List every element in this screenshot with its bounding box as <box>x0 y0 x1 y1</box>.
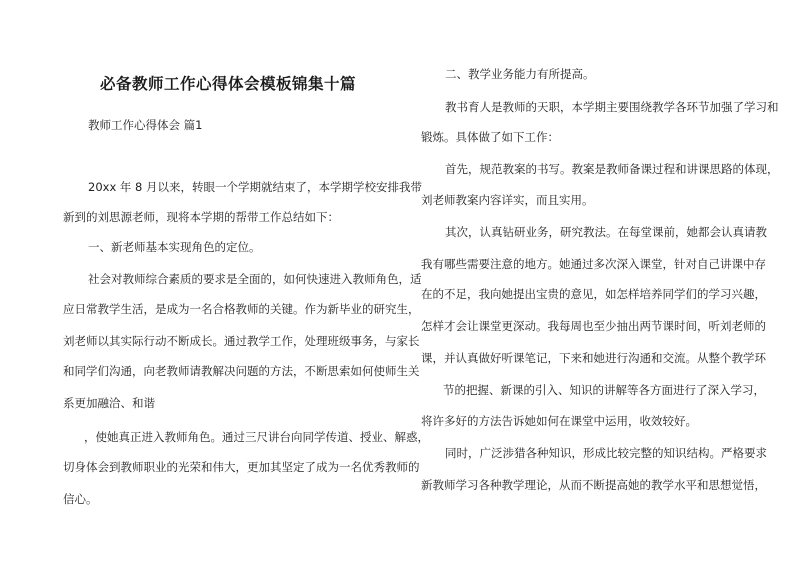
right-section-heading: 二、教学业务能力有所提高。 <box>445 67 595 81</box>
document-title: 必备教师工作心得体会模板锦集十篇 <box>100 74 357 93</box>
left-paragraph-line: 和同学们沟通，向老教师请教解决问题的方法，不断思索如何使师生关 <box>63 364 420 378</box>
right-paragraph-line: 新教师学习各种教学理论，从而不断提高她的教学水平和思想觉悟， <box>421 478 766 492</box>
left-paragraph-line: 切身体会到教师职业的光荣和伟大，更加其坚定了成为一名优秀教师的 <box>63 460 420 474</box>
right-paragraph-line: 节的把握、新课的引入、知识的讲解等各方面进行了深入学习， <box>443 383 765 397</box>
right-paragraph-line: 同时，广泛涉猎各种知识，形成比较完整的知识结构。严格要求 <box>445 446 767 460</box>
right-paragraph-line: 首先，规范教案的书写。教案是教师备课过程和讲课思路的体现， <box>445 162 779 176</box>
left-paragraph-line: 20xx 年 8 月以来，转眼一个学期就结束了，本学期学校安排我带 <box>88 180 423 194</box>
right-paragraph-line: 怎样才会让课堂更深动。我每周也至少抽出两节课时间，听刘老师的 <box>421 319 766 333</box>
right-paragraph-line: 课，并认真做好听课笔记，下来和她进行沟通和交流。从整个教学环 <box>421 351 766 365</box>
left-paragraph-line: ，使她真正进入教师角色。通过三尺讲台向同学传道、授业、解惑， <box>84 430 429 444</box>
right-paragraph-line: 锻炼。具体做了如下工作： <box>421 130 559 144</box>
right-paragraph-line: 教书育人是教师的天职，本学期主要围绕教学各环节加强了学习和 <box>445 100 779 114</box>
left-paragraph-line: 应日常教学生活，是成为一名合格教师的关键。作为新毕业的研究生， <box>63 302 420 316</box>
right-paragraph-line: 其次，认真钻研业务，研究教法。在每堂课前，她都会认真请教 <box>445 225 767 239</box>
left-paragraph-line: 信心。 <box>63 492 98 506</box>
left-paragraph-line: 系更加融洽、和谐 <box>63 396 155 410</box>
left-paragraph-line: 新到的刘思源老师，现将本学期的帮带工作总结如下： <box>63 210 339 224</box>
right-paragraph-line: 将许多好的方法告诉她如何在课堂中运用，收效较好。 <box>421 414 697 428</box>
left-paragraph-line: 社会对教师综合素质的要求是全面的，如何快速进入教师角色，适 <box>88 272 422 286</box>
left-paragraph-line: 刘老师以其实际行动不断成长。通过教学工作，处理班级事务，与家长 <box>63 334 420 348</box>
right-paragraph-line: 我有哪些需要注意的地方。她通过多次深入课堂，针对自己讲课中存 <box>421 257 766 271</box>
document-subtitle: 教师工作心得体会 篇1 <box>88 118 203 132</box>
left-section-heading: 一、新老师基本实现角色的定位。 <box>88 240 261 254</box>
right-paragraph-line: 在的不足，我向她提出宝贵的意见，如怎样培养同学们的学习兴趣， <box>421 287 766 301</box>
right-paragraph-line: 刘老师教案内容详实，而且实用。 <box>421 193 594 207</box>
